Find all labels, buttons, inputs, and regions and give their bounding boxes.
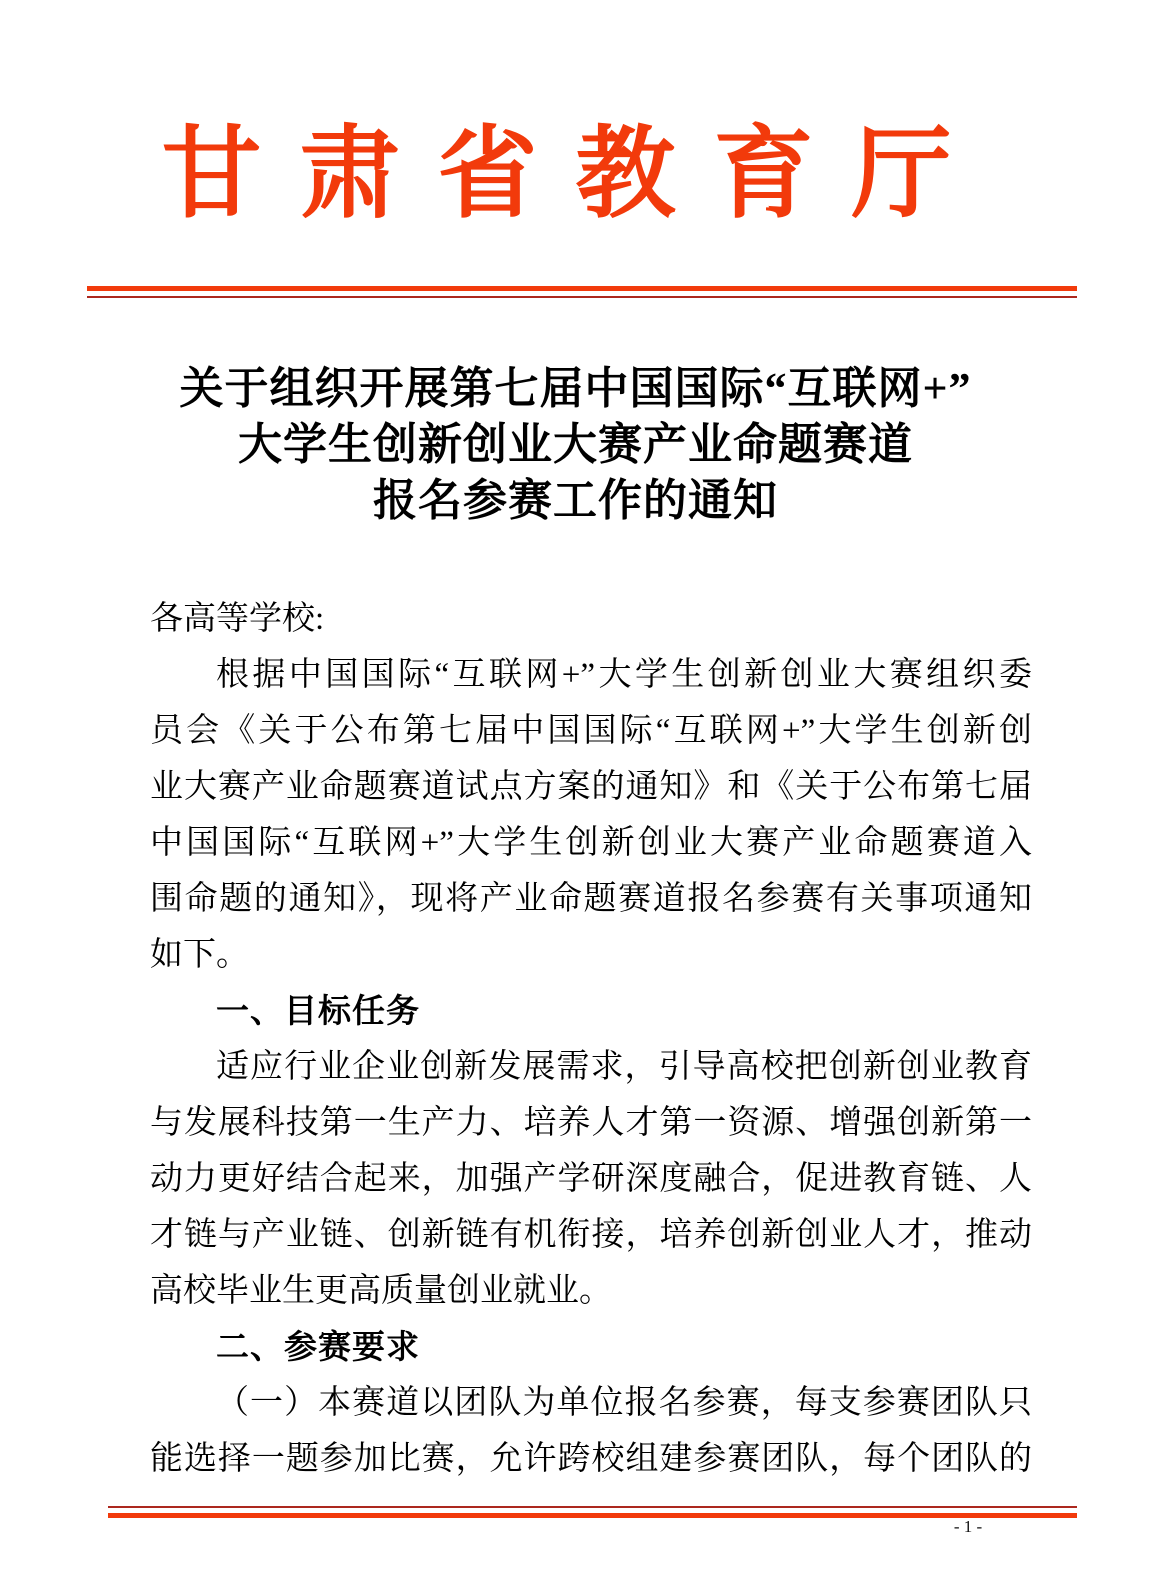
footer-rule-thin (108, 1506, 1077, 1508)
header-rule-thick (87, 286, 1077, 291)
paragraph-1-line-3: 业大赛产业命题赛道试点方案的通知》和《关于公布第七届 (150, 769, 1032, 805)
paragraph-2-line-4: 才链与产业链、创新链有机衔接，培养创新创业人才，推动 (150, 1217, 1032, 1253)
document-body (150, 591, 1032, 1487)
paragraph-2-line-3: 动力更好结合起来，加强产学研深度融合，促进教育链、人 (150, 1161, 1032, 1197)
paragraph-1-line-6: 如下。 (150, 937, 249, 973)
section-heading-2: 二、参赛要求 (216, 1328, 420, 1365)
document-title-line-2: 大学生创新创业大赛产业命题赛道 (238, 420, 913, 469)
agency-letterhead: 甘肃省教育厅 (161, 119, 990, 230)
paragraph-1-line-5: 围命题的通知》，现将产业命题赛道报名参赛有关事项通知 (150, 881, 1032, 917)
paragraph-2-line-1: 适应行业企业创新发展需求，引导高校把创新创业教育 (216, 1049, 1032, 1085)
document-title-line-3: 报名参赛工作的通知 (373, 476, 778, 525)
paragraph-3-line-2: 能选择一题参加比赛，允许跨校组建参赛团队，每个团队的 (150, 1441, 1032, 1477)
header-rule-thin (87, 296, 1077, 298)
paragraph-3-line-1: （一）本赛道以团队为单位报名参赛，每支参赛团队只 (216, 1385, 1032, 1421)
document-title-line-1: 关于组织开展第七届中国国际“互联网+” (179, 364, 972, 413)
page-number: - 1 - (953, 1517, 983, 1536)
document-title (0, 361, 1151, 529)
paragraph-1-line-1: 根据中国国际“互联网+”大学生创新创业大赛组织委 (216, 657, 1032, 693)
section-heading-1: 一、目标任务 (216, 992, 420, 1029)
paragraph-2-line-2: 与发展科技第一生产力、培养人才第一资源、增强创新第一 (150, 1105, 1032, 1141)
salutation: 各高等学校: (150, 601, 325, 637)
paragraph-1-line-2: 员会《关于公布第七届中国国际“互联网+”大学生创新创 (150, 713, 1032, 749)
paragraph-2-line-5: 高校毕业生更高质量创业就业。 (150, 1273, 612, 1309)
paragraph-1-line-4: 中国国际“互联网+”大学生创新创业大赛产业命题赛道入 (150, 825, 1032, 861)
